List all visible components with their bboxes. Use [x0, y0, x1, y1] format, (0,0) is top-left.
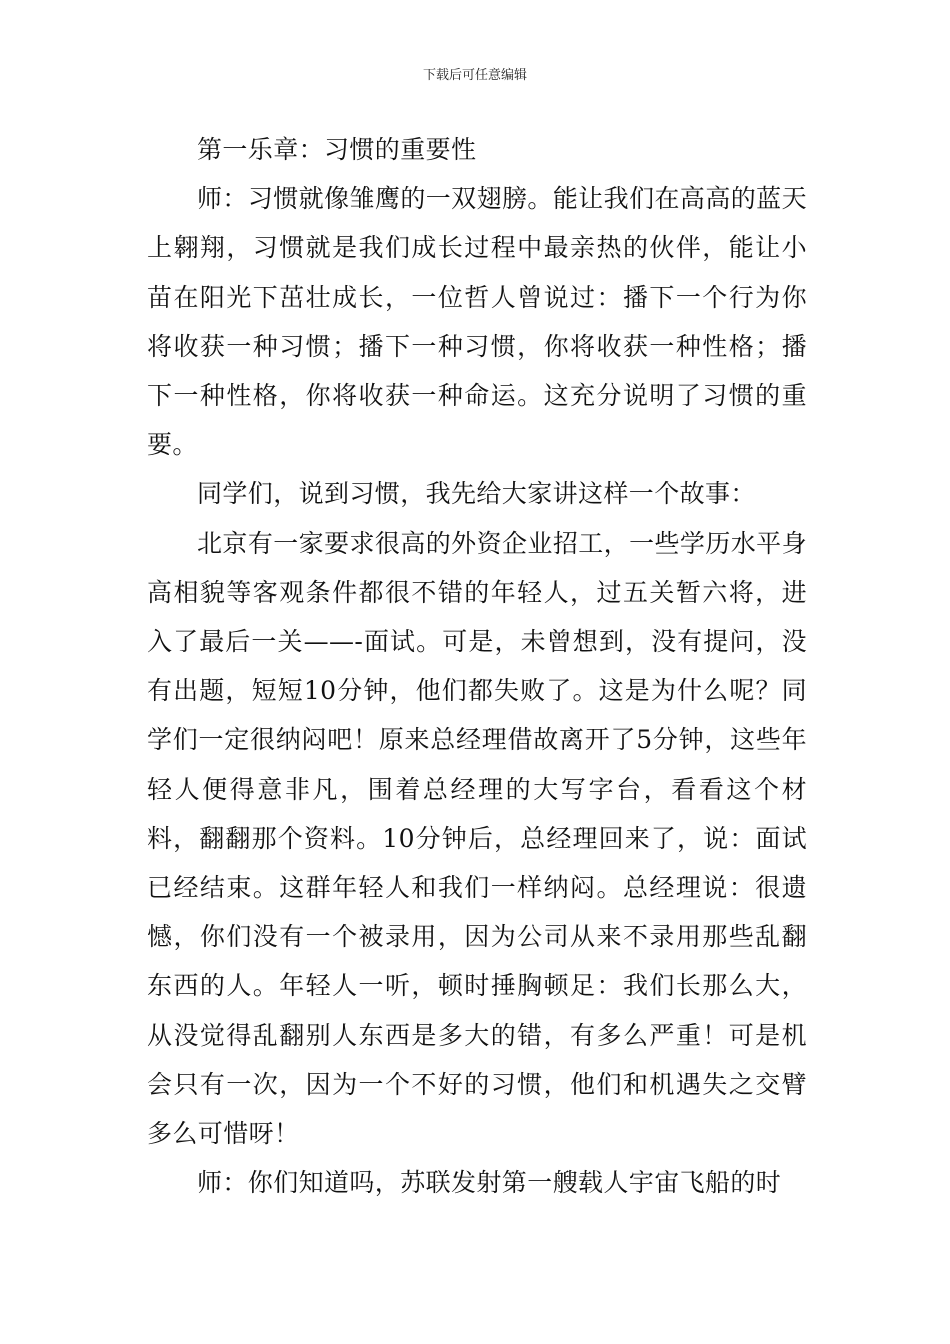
paragraph: 师：习惯就像雏鹰的一双翅膀。能让我们在高高的蓝天上翱翔，习惯就是我们成长过程中最亲热的伙伴，能让小苗在阳光下茁壮成长，一位哲人曾说过：播下一个行为你将收获一种习惯；播下一种习惯，你将收获一种性格；播下一种性格，你将收获一种命运。这充分说明了习惯的重要。	[147, 184, 807, 460]
chapter-heading: 第一乐章：习惯的重要性	[197, 135, 477, 164]
page-header: 下载后可任意编辑	[422, 68, 527, 83]
paragraph: 同学们，说到习惯，我先给大家讲这样一个故事：	[197, 479, 756, 509]
document-body	[147, 125, 807, 1207]
paragraph: 北京有一家要求很高的外资企业招工，一些学历水平身高相貌等客观条件都很不错的年轻人，过五关暂六将，进入了最后一关——-面试。可是，未曾想到，没有提问，没有出题，短短10分钟，他们都失败了。这是为什么呢？同学们一定很纳闷吧！原来总经理借故离开了5分钟，这些年轻人便得意非凡，围着总经理的大写字台，看看这个材料，翻翻那个资料。10分钟后，总经理回来了，说：面试已经结束。这群年轻人和我们一样纳闷。总经理说：很遗憾，你们没有一个被录用，因为公司从来不录用那些乱翻东西的人。年轻人一听，顿时捶胸顿足：我们长那么大，从没觉得乱翻别人东西是多大的错，有多么严重！可是机会只有一次，因为一个不好的习惯，他们和机遇失之交臂多么可惜呀！	[147, 528, 807, 1149]
paragraph: 师：你们知道吗，苏联发射第一艘载人宇宙飞船的时	[197, 1168, 782, 1198]
